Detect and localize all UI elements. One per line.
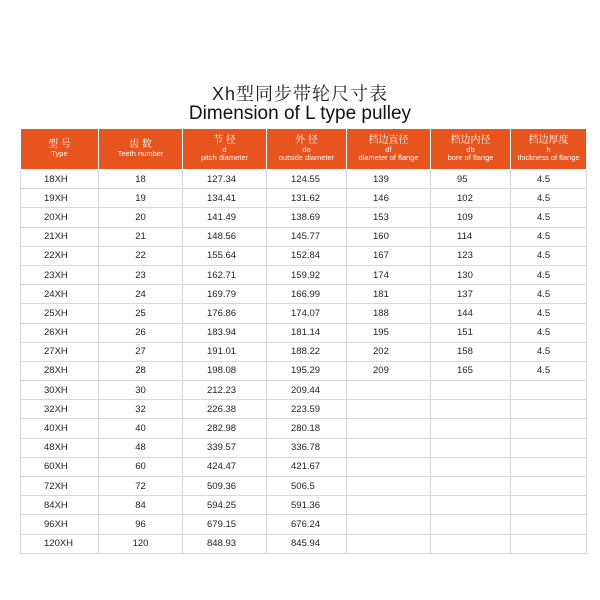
header-outside-symbol: do — [302, 145, 311, 155]
table-cell: 144 — [431, 304, 511, 323]
table-cell: 188.22 — [267, 342, 347, 361]
table-row — [21, 496, 587, 515]
table-cell — [347, 496, 431, 515]
table-row — [21, 457, 587, 476]
table-cell — [347, 457, 431, 476]
table-cell: 4.5 — [511, 189, 587, 208]
table-cell: 202 — [347, 342, 431, 361]
table-cell: 137 — [431, 285, 511, 304]
table-cell: 84 — [99, 496, 183, 515]
table-cell: 209 — [347, 361, 431, 380]
table-cell: 845.94 — [267, 534, 347, 553]
table-cell — [511, 496, 587, 515]
table-cell: 27XH — [21, 342, 99, 361]
table-cell: 72 — [99, 477, 183, 496]
table-cell: 148.56 — [183, 227, 267, 246]
page-title-chinese: Xh型同步带轮尺寸表 — [211, 84, 389, 104]
header-flange-thickness — [511, 129, 587, 170]
table-cell: 181.14 — [267, 323, 347, 342]
table-cell: 4.5 — [511, 265, 587, 284]
table-cell: 282.98 — [183, 419, 267, 438]
table-cell: 23XH — [21, 265, 99, 284]
table-cell: 30XH — [21, 381, 99, 400]
table-cell: 22XH — [21, 246, 99, 265]
table-cell — [347, 400, 431, 419]
header-flange-diameter-cn: 档边直径 — [368, 134, 409, 146]
table-cell — [511, 400, 587, 419]
table-cell: 174.07 — [267, 304, 347, 323]
table-cell: 138.69 — [267, 208, 347, 227]
table-cell: 102 — [431, 189, 511, 208]
table-cell: 166.99 — [267, 285, 347, 304]
table-row — [21, 170, 587, 189]
table-row — [21, 208, 587, 227]
table-row — [21, 381, 587, 400]
table-cell: 165 — [431, 361, 511, 380]
table-cell: 223.59 — [267, 400, 347, 419]
table-cell: 72XH — [21, 477, 99, 496]
header-teeth-cn: 齿 数 — [129, 138, 152, 150]
header-flange-thickness-en: thickness of flange — [517, 153, 580, 163]
table-cell — [431, 534, 511, 553]
table-cell: 40 — [99, 419, 183, 438]
table-cell — [431, 515, 511, 534]
table-cell: 4.5 — [511, 170, 587, 189]
table-cell: 123 — [431, 246, 511, 265]
header-type — [21, 129, 99, 170]
table-cell — [431, 496, 511, 515]
header-flange-diameter — [347, 129, 431, 170]
table-cell: 23 — [99, 265, 183, 284]
table-cell: 95 — [431, 170, 511, 189]
table-cell: 21 — [99, 227, 183, 246]
table-cell: 18XH — [21, 170, 99, 189]
table-cell: 155.64 — [183, 246, 267, 265]
table-row — [21, 515, 587, 534]
table-cell: 506.5 — [267, 477, 347, 496]
table-cell: 24XH — [21, 285, 99, 304]
table-cell: 25XH — [21, 304, 99, 323]
table-cell: 195.29 — [267, 361, 347, 380]
table-row — [21, 304, 587, 323]
table-cell — [431, 457, 511, 476]
table-cell: 176.86 — [183, 304, 267, 323]
table-cell: 4.5 — [511, 342, 587, 361]
table-cell: 32XH — [21, 400, 99, 419]
table-cell — [431, 381, 511, 400]
table-cell: 152.84 — [267, 246, 347, 265]
table-row — [21, 361, 587, 380]
table-cell — [431, 400, 511, 419]
table-cell: 114 — [431, 227, 511, 246]
table-cell: 167 — [347, 246, 431, 265]
table-cell — [347, 381, 431, 400]
table-cell: 594.25 — [183, 496, 267, 515]
table-cell: 191.01 — [183, 342, 267, 361]
table-cell: 162.71 — [183, 265, 267, 284]
table-cell: 848.93 — [183, 534, 267, 553]
table-cell: 181 — [347, 285, 431, 304]
header-pitch-cn: 节 径 — [213, 134, 236, 146]
table-cell: 169.79 — [183, 285, 267, 304]
table-cell — [431, 419, 511, 438]
table-cell: 4.5 — [511, 304, 587, 323]
table-cell: 127.34 — [183, 170, 267, 189]
table-cell: 226.38 — [183, 400, 267, 419]
table-cell: 145.77 — [267, 227, 347, 246]
table-cell: 22 — [99, 246, 183, 265]
table-cell: 32 — [99, 400, 183, 419]
header-outside-cn: 外 径 — [295, 134, 318, 146]
table-cell: 280.18 — [267, 419, 347, 438]
table-cell — [347, 419, 431, 438]
header-teeth — [99, 129, 183, 170]
table-cell: 212.23 — [183, 381, 267, 400]
table-cell: 153 — [347, 208, 431, 227]
header-type-en: Type — [51, 149, 68, 159]
table-cell: 25 — [99, 304, 183, 323]
table-cell: 130 — [431, 265, 511, 284]
table-cell — [511, 457, 587, 476]
table-cell: 424.47 — [183, 457, 267, 476]
table-row — [21, 419, 587, 438]
table-cell: 20 — [99, 208, 183, 227]
table-cell — [511, 438, 587, 457]
table-cell: 591.36 — [267, 496, 347, 515]
header-flange-diameter-symbol: df — [385, 145, 392, 155]
table-cell — [347, 534, 431, 553]
table-cell: 60 — [99, 457, 183, 476]
table-cell: 28XH — [21, 361, 99, 380]
table-cell — [347, 438, 431, 457]
header-flange-bore-cn: 档边内径 — [450, 134, 491, 146]
header-type-cn: 型 号 — [48, 138, 71, 150]
table-cell: 28 — [99, 361, 183, 380]
table-body — [21, 170, 587, 554]
table-row — [21, 246, 587, 265]
header-flange-bore — [431, 129, 511, 170]
table-cell — [511, 381, 587, 400]
table-cell: 26 — [99, 323, 183, 342]
table-cell: 27 — [99, 342, 183, 361]
table-cell: 120XH — [21, 534, 99, 553]
header-flange-thickness-symbol: h — [546, 145, 551, 155]
table-cell — [347, 477, 431, 496]
table-cell: 20XH — [21, 208, 99, 227]
header-pitch-diameter — [183, 129, 267, 170]
table-cell — [431, 477, 511, 496]
table-cell: 174 — [347, 265, 431, 284]
table-cell: 141.49 — [183, 208, 267, 227]
table-cell: 124.55 — [267, 170, 347, 189]
table-cell: 195 — [347, 323, 431, 342]
table-cell: 339.57 — [183, 438, 267, 457]
table-row — [21, 323, 587, 342]
table-cell: 96XH — [21, 515, 99, 534]
header-flange-bore-symbol: db — [466, 145, 475, 155]
table-cell: 139 — [347, 170, 431, 189]
table-cell: 18 — [99, 170, 183, 189]
table-cell — [431, 438, 511, 457]
header-teeth-en: Teeth number — [117, 149, 164, 159]
table-cell: 509.36 — [183, 477, 267, 496]
table-cell: 158 — [431, 342, 511, 361]
table-cell: 131.62 — [267, 189, 347, 208]
table-cell: 21XH — [21, 227, 99, 246]
table-cell — [347, 515, 431, 534]
header-outside-diameter — [267, 129, 347, 170]
table-cell: 24 — [99, 285, 183, 304]
table-row — [21, 438, 587, 457]
table-header-row — [21, 129, 587, 170]
header-flange-thickness-cn: 档边厚度 — [528, 134, 569, 146]
table-cell: 421.67 — [267, 457, 347, 476]
table-cell: 4.5 — [511, 246, 587, 265]
table-row — [21, 477, 587, 496]
table-cell: 146 — [347, 189, 431, 208]
table-cell: 336.78 — [267, 438, 347, 457]
table-cell: 679.15 — [183, 515, 267, 534]
table-cell: 4.5 — [511, 323, 587, 342]
table-cell: 96 — [99, 515, 183, 534]
table-cell: 60XH — [21, 457, 99, 476]
table-cell: 30 — [99, 381, 183, 400]
table-cell: 48XH — [21, 438, 99, 457]
table-row — [21, 285, 587, 304]
table-cell: 4.5 — [511, 361, 587, 380]
table-row — [21, 265, 587, 284]
table-cell: 26XH — [21, 323, 99, 342]
table-cell: 109 — [431, 208, 511, 227]
header-pitch-symbol: d — [222, 145, 227, 155]
table-cell: 188 — [347, 304, 431, 323]
table-cell: 209.44 — [267, 381, 347, 400]
table-cell: 151 — [431, 323, 511, 342]
dimension-table — [20, 128, 587, 554]
table-cell: 4.5 — [511, 227, 587, 246]
table-cell: 134.41 — [183, 189, 267, 208]
table-cell — [511, 515, 587, 534]
table-cell: 198.08 — [183, 361, 267, 380]
table-cell: 84XH — [21, 496, 99, 515]
table-cell: 19XH — [21, 189, 99, 208]
table-row — [21, 189, 587, 208]
table-cell — [511, 534, 587, 553]
table-cell: 4.5 — [511, 208, 587, 227]
table-cell — [511, 419, 587, 438]
table-row — [21, 227, 587, 246]
table-cell: 19 — [99, 189, 183, 208]
table-cell — [511, 477, 587, 496]
page-title-english: Dimension of L type pulley — [188, 103, 412, 124]
table-row — [21, 400, 587, 419]
table-cell: 676.24 — [267, 515, 347, 534]
table-cell: 159.92 — [267, 265, 347, 284]
table-cell: 120 — [99, 534, 183, 553]
table-cell: 160 — [347, 227, 431, 246]
header-pitch-en: pitch diameter — [200, 153, 249, 163]
table-row — [21, 342, 587, 361]
table-cell: 183.94 — [183, 323, 267, 342]
table-cell: 4.5 — [511, 285, 587, 304]
table-cell: 40XH — [21, 419, 99, 438]
header-flange-diameter-en: diameter of flange — [358, 153, 419, 163]
table-cell: 48 — [99, 438, 183, 457]
table-row — [21, 534, 587, 553]
header-flange-bore-en: bore of flange — [447, 153, 494, 163]
header-outside-en: outside diameter — [278, 153, 335, 163]
